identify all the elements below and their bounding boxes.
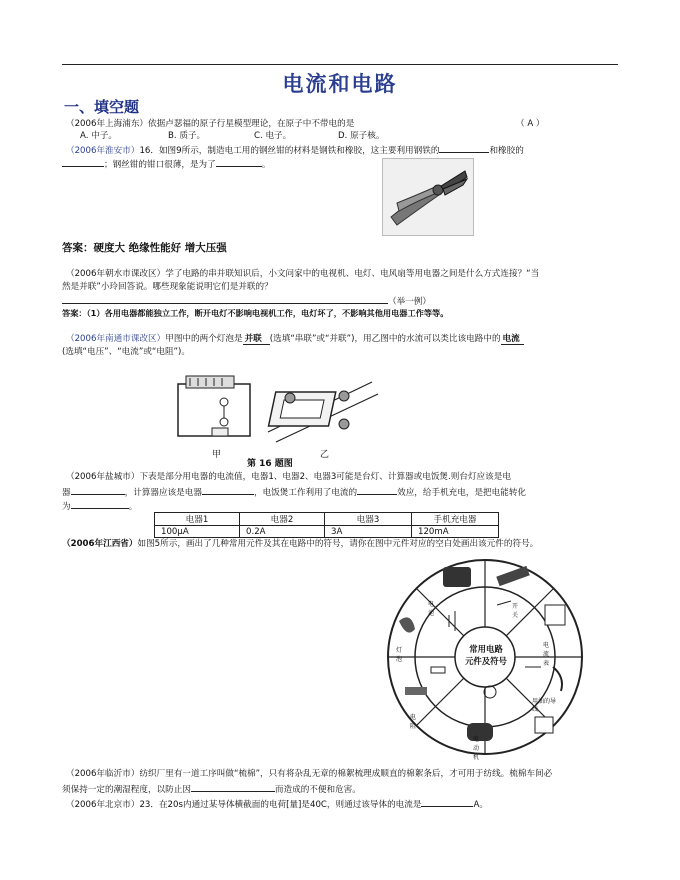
- q1-option-c: C. 电子。: [254, 131, 292, 141]
- q4-fill-1[interactable]: 并联: [243, 334, 270, 345]
- q1-options: [80, 130, 384, 142]
- q6-line: [62, 538, 538, 550]
- figure-label-jia: 甲: [212, 450, 222, 460]
- q7-text-2b: 而造成的不便和危害。: [274, 785, 361, 795]
- q1-option-b: B. 质子。: [168, 131, 206, 141]
- q5-current-table: [154, 512, 499, 538]
- q5-text-2a: 器: [62, 488, 71, 498]
- q7-line1: [66, 768, 552, 780]
- wheel-label-motor: 电动机: [473, 736, 480, 761]
- wheel-label-resistor: 电阻: [410, 714, 417, 730]
- pliers-image: [382, 158, 474, 236]
- wheel-label-wire: 用油的导线: [532, 698, 557, 713]
- q2-blank-1[interactable]: [439, 143, 489, 153]
- q3-line1: [66, 268, 539, 280]
- table-cell: 100μA: [155, 526, 240, 538]
- q2-source: （2006年淮安市）: [66, 146, 140, 156]
- table-header-cell: 电器2: [240, 513, 325, 526]
- q3-blank[interactable]: [62, 294, 388, 304]
- q4-source: （2006年南通市课改区）: [66, 334, 166, 344]
- q5-blank-2[interactable]: [202, 485, 254, 495]
- q7-line2: [62, 782, 361, 796]
- q5-text-3b: 。: [128, 502, 138, 512]
- q1-answer: （ A ）: [516, 119, 545, 129]
- table-header-cell: 电器3: [325, 513, 412, 526]
- q2-text-d: 。: [261, 160, 271, 170]
- q1-line: [66, 118, 354, 130]
- q7-text-2a: 须保持一定的潮湿程度，以防止因: [62, 785, 191, 795]
- q5-blank-4[interactable]: [71, 499, 129, 509]
- q8-line: [66, 797, 488, 811]
- q8-text-b: A。: [473, 800, 488, 810]
- q3-line3: [62, 294, 431, 308]
- answer-1: 答案：硬度大 绝缘性能好 增大压强: [62, 242, 227, 254]
- q1-text: 依据卢瑟福的原子行星模型理论，在原子中不带电的是: [148, 119, 355, 129]
- q7-blank[interactable]: [191, 782, 275, 792]
- q4-fill-2[interactable]: 电流: [501, 334, 524, 345]
- wheel-label-ammeter: 电流表: [543, 642, 550, 667]
- table-cell: 3A: [325, 526, 412, 538]
- q1-option-a: A. 中子。: [80, 131, 117, 141]
- q1-option-d: D. 原子核。: [338, 131, 385, 141]
- q4-line1: [66, 333, 524, 345]
- table-header-cell: 手机充电器: [412, 513, 499, 526]
- q5-text-2c: ，电饭煲工作利用了电流的: [253, 488, 358, 498]
- page-title: 电流和电路: [282, 71, 398, 96]
- table-cell: 0.2A: [240, 526, 325, 538]
- q3-text-3: （举一例）: [388, 297, 431, 307]
- q2-line1: [66, 143, 524, 157]
- q5-blank-3[interactable]: [357, 485, 397, 495]
- wheel-label-battery: 电池: [428, 601, 435, 617]
- q5-blank-1[interactable]: [71, 485, 125, 495]
- q5-line3: [62, 499, 137, 513]
- figure-label-yi: 乙: [320, 450, 330, 460]
- q8-blank[interactable]: [421, 797, 473, 807]
- q5-line2: [62, 485, 526, 499]
- section-heading: 一、填空题: [64, 98, 140, 116]
- q4-line2: (选填“电压”、“电流”或“电阻”)。: [62, 347, 190, 357]
- q6-text: 如图5所示，画出了几种常用元件及其在电路中的符号，请你在图中元件对应的空白处画出该元件的符号。: [137, 539, 539, 549]
- wheel-label-bulb: 灯泡: [396, 647, 403, 663]
- q1-source: （2006年上海浦东）: [66, 119, 149, 129]
- wheel-center-line-1: 常用电路: [469, 644, 503, 654]
- wheel-center-line-2: 元件及符号: [465, 656, 507, 666]
- q5-line1: [66, 471, 511, 483]
- top-rule: [62, 64, 618, 65]
- q5-text-2b: ，计算器应该是电器: [124, 488, 202, 498]
- table-row: [155, 526, 499, 538]
- q5-text-2d: 效应，给手机充电，是把电能转化: [397, 488, 527, 498]
- q4-text-b: (选填“串联”或“并联”)，用乙图中的水流可以类比该电路中的: [269, 334, 501, 344]
- q2-blank-3[interactable]: [216, 157, 262, 167]
- q3-line2: 然是并联”小玲回答说。哪些现象能说明它们是并联的？: [62, 282, 273, 292]
- table-row: [155, 513, 499, 526]
- q2-text-c: ；钢丝钳的钳口很薄，是为了: [104, 160, 216, 170]
- wheel-center-label: [454, 643, 518, 667]
- q3-answer: 答案：（1）各用电器都能独立工作，断开电灯不影响电视机工作，电灯坏了，不影响其他用电器工作等等。: [62, 308, 449, 318]
- pliers-icon: [383, 159, 473, 235]
- q2-text-b: 和橡胶的: [489, 146, 524, 156]
- q7-text-1: 纺织厂里有一道工序叫做“梳棉”，只有将杂乱无章的棉絮梳理成顺直的棉絮条后，才可用于纺线。梳棉车间必: [139, 769, 553, 779]
- q6-source: （2006年江西省）: [62, 539, 138, 549]
- q3-text-1: 学了电路的串并联知识后，小文问家中的电视机、电灯、电风扇等用电器之间是什么方式连接？“当: [165, 269, 540, 279]
- q8-text-a: 23．在20s内通过某导体横截面的电荷[量]是40C，则通过该导体的电流是: [139, 800, 422, 810]
- wheel-label-switch: 开关: [512, 603, 519, 619]
- circuit-figure-icon: [172, 372, 382, 452]
- q2-text-a: 16．如图9所示，制造电工用的钢丝钳的材料是钢铁和橡胶，这主要利用钢铁的: [139, 146, 440, 156]
- q8-source: （2006年北京市）: [66, 800, 140, 810]
- q7-source: （2006年临沂市）: [66, 769, 140, 779]
- q5-text-1: 下表是部分用电器的电流值，电器1、电器2、电器3可能是台灯、计算器或电饭煲.则台灯应该是电: [139, 472, 511, 482]
- table-cell: 120mA: [412, 526, 499, 538]
- q5-source: （2006年盐城市）: [66, 472, 140, 482]
- q4-figure: [172, 372, 382, 452]
- q2-line2: [62, 157, 270, 171]
- q4-text-a: 甲图中的两个灯泡是: [165, 334, 243, 344]
- figure-caption: 第 16 题图: [247, 459, 293, 469]
- q2-blank-2[interactable]: [62, 157, 104, 167]
- q5-text-3a: 为: [62, 502, 71, 512]
- q3-source: （2006年朝水市课改区）: [66, 269, 166, 279]
- table-header-cell: 电器1: [155, 513, 240, 526]
